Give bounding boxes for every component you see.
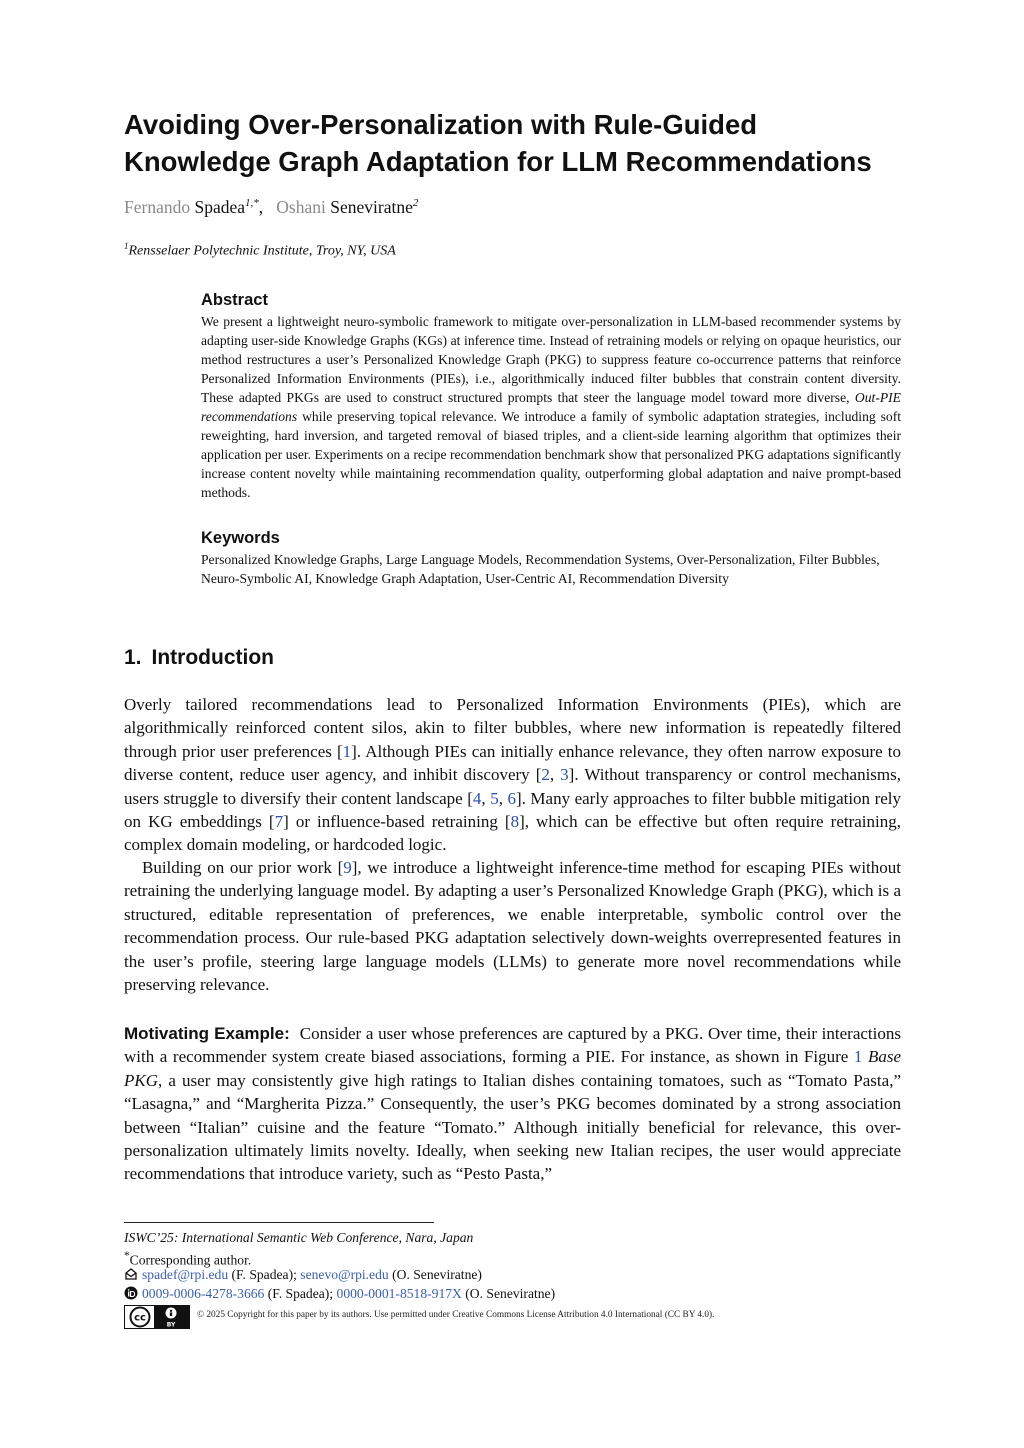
cc-by-text: BY: [166, 1321, 176, 1329]
citation-link[interactable]: 8: [510, 812, 520, 832]
email-owner: (F. Spadea);: [231, 1267, 297, 1282]
footnote-conference: ISWC’25: International Semantic Web Conference, Nara, Japan: [124, 1230, 474, 1245]
cc-mark-text: cc: [134, 1312, 146, 1324]
section-title: Introduction: [151, 646, 274, 669]
license-note: © 2025 Copyright for this paper by its authors. Use permitted under Creative Commons License Attribution 4.0 International (CC BY 4.0).: [197, 1310, 715, 1320]
author-affil-mark: 1,*: [245, 197, 259, 210]
affil-text: Rensselaer Polytechnic Institute, Troy, NY, USA: [128, 243, 396, 259]
email-link[interactable]: spadef@rpi.edu: [142, 1267, 229, 1282]
corresponding-mark: *: [124, 1250, 130, 1262]
author-list: Fernando Spadea$^{1,*}$, Oshani Seneviratne$^2$: [124, 197, 419, 217]
envelope-icon: [124, 1267, 138, 1281]
text-run: , a user may consistently give high ratings to Italian dishes containing tomatoes, such as “Tomato Pasta,” “Lasagna,” and “Margherita Pizza.” Consequently, the user’s PKG becomes dominated by a strong association between “Italian” cuisine and the feature “Tomato.” Although initially beneficial for relevance, this over-personalization ultimately limits novelty. Ideally, when seeking new Italian recipes, the user would appreciate recommendations that introduce variety, such as “Pesto Pasta,”: [124, 1070, 901, 1184]
title-line-2: Knowledge Graph Adaptation for LLM Recommendations: [124, 146, 872, 177]
citation-link[interactable]: 4: [472, 788, 482, 808]
text-run: ]. Although PIEs can initially enhance relevance, they often narrow exposure to diverse content, reduce user agency, and inhibit discovery [: [124, 741, 901, 785]
footnote-orcids: [124, 1285, 555, 1303]
citation-link[interactable]: 1: [342, 741, 352, 761]
keywords-block: [201, 529, 901, 588]
citation-link[interactable]: 9: [343, 858, 352, 877]
cc-by-badge: [124, 1305, 190, 1329]
affiliation: [124, 241, 396, 260]
text-run: ], we introduce a lightweight inference-time method for escaping PIEs without retraining the underlying language model. By adapting a user’s Personalized Knowledge Graph (PKG), which is a structured, editable representation of preferences, we enable interpretable, symbolic control over the recommendation process. Our rule-based PKG adaptation selectively down-weights overrepresented features in the user’s profile, steering large language models (LLMs) to generate more novel recommendations while preserving relevance.: [124, 858, 901, 995]
text-run: ] or influence-based retraining [: [283, 812, 511, 832]
author-family-name: Spadea: [194, 197, 246, 217]
abstract-block: [201, 291, 901, 502]
corresponding-text: Corresponding author.: [129, 1252, 252, 1268]
orcid-icon: [124, 1286, 138, 1300]
abstract-heading: Abstract: [201, 291, 268, 309]
text-run: Overly tailored recommendations lead to Personalized Information Environments (PIEs), which are algorithmically reinforced content silos, akin to filter bubbles, where new information is repeatedly filtered through prior user preferences [: [124, 695, 901, 761]
affil-mark: 1: [124, 241, 129, 251]
author-given-name: Fernando: [124, 197, 191, 217]
email-link[interactable]: senevo@rpi.edu: [300, 1267, 389, 1282]
orcid-link[interactable]: 0009-0006-4278-3666: [142, 1286, 265, 1301]
citation-link[interactable]: 5: [490, 788, 499, 808]
text-run: ], which can be effective but often require retraining, complex domain modeling, or hardcoded logic.: [124, 812, 901, 855]
abstract-text-part: We present a lightweight neuro-symbolic framework to mitigate over-personalization in LLM-based recommender systems by adapting user-side Knowledge Graphs (KGs) at inference time. Instead of retraining models or relying on opaque heuristics, our method restructures a user’s Personalized Knowledge Graph (PKG) to suppress feature co-occurrence patterns that reinforce Personalized Information Environments (PIEs), i.e., algorithmically induced filter bubbles that constrain content diversity. These adapted PKGs are used to construct structured prompts that steer the language model toward more diverse,: [201, 314, 901, 405]
keywords-text: Personalized Knowledge Graphs, Large Language Models, Recommendation Systems, Over-Personalization, Filter Bubbles, Neuro-Symbolic AI, Knowledge Graph Adaptation, User-Centric AI, Recommendation Diversity: [201, 552, 880, 586]
figure-link[interactable]: 1: [853, 1047, 863, 1067]
footnote-emails: [124, 1266, 482, 1284]
email-owner: (O. Seneviratne): [392, 1267, 482, 1282]
text-run: ]. Without transparency or control mechanisms, users struggle to diversify their content landscape [: [124, 765, 901, 808]
footnote-divider: [124, 1222, 434, 1223]
section-number: 1.: [124, 646, 142, 669]
paper-title: [124, 106, 924, 180]
citation-link[interactable]: 3: [560, 765, 569, 785]
section-heading-introduction: [124, 646, 274, 670]
paragraph-lead: Motivating Example:: [124, 1024, 290, 1043]
orcid-owner: (F. Spadea);: [267, 1286, 334, 1301]
abstract-text: [201, 312, 901, 502]
orcid-link[interactable]: 0000-0001-8518-917X: [336, 1286, 462, 1301]
intro-paragraph-3: [124, 1022, 901, 1186]
figure-label: Base PKG: [124, 1047, 901, 1090]
citation-link[interactable]: 6: [507, 788, 516, 808]
abstract-text-part: while preserving topical relevance. We introduce a family of symbolic adaptation strategies, including soft reweighting, hard inversion, and targeted removal of biased triples, and a client-side learning algorithm that optimizes their application per user. Experiments on a recipe recommendation benchmark show that personalized PKG adaptations significantly increase content novelty while maintaining recommendation quality, outperforming global adaptation and naive prompt-based methods.: [201, 409, 901, 500]
citation-link[interactable]: 2: [541, 765, 550, 785]
author-family-name: Seneviratne: [330, 197, 413, 217]
citation-link[interactable]: 7: [274, 812, 284, 832]
intro-paragraph-1: Overly tailored recommendations lead to Personalized Information Environments (PIEs), which are algorithmically reinforced content silos, akin to filter bubbles, where new information is repeatedly filtered through prior user preferences [1]. Although PIEs can initially enhance relevance, they often narrow exposure to diverse content, reduce user agency, and inhibit discovery [2, 3]. Without transparency or control mechanisms, users struggle to diversify their content landscape [4, 5, 6]. Many early approaches to filter bubble mitigation rely on KG embeddings [7] or influence-based retraining [8], which can be effective but often require retraining, complex domain modeling, or hardcoded logic.: [124, 695, 902, 855]
author-affil-mark: 2: [412, 197, 419, 210]
author-given-name: Oshani: [276, 197, 326, 217]
orcid-owner: (O. Seneviratne): [465, 1286, 556, 1301]
text-run: Building on our prior work [: [142, 858, 344, 877]
text-run: ]. Many early approaches to filter bubble mitigation rely on KG embeddings [: [124, 788, 902, 832]
text-run: Consider a user whose preferences are captured by a PKG. Over time, their interactions with a recommender system create biased associations, forming a PIE. For instance, as shown in Figure: [124, 1024, 901, 1067]
intro-paragraph-2: [124, 856, 901, 996]
keywords-heading: Keywords: [201, 529, 280, 547]
title-line-1: Avoiding Over-Personalization with Rule-Guided: [124, 109, 758, 140]
abstract-emphasis: Out-PIE recommendations: [201, 390, 901, 424]
